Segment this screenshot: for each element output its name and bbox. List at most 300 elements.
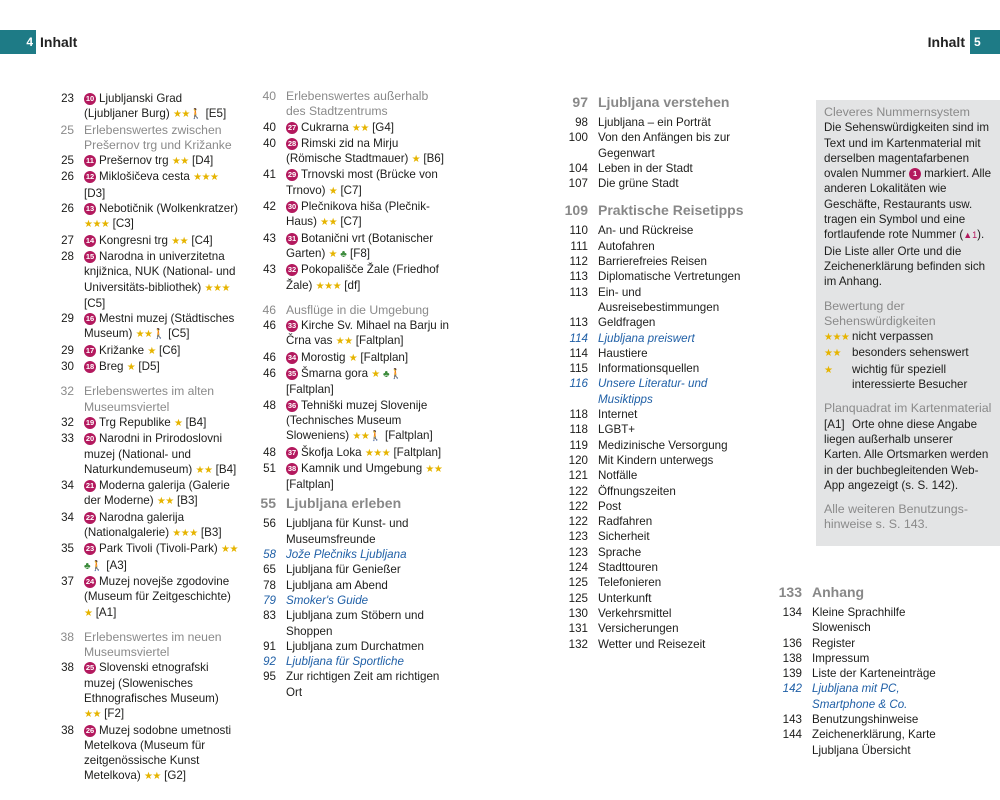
- entry-title: Ljubljana für Kunst- und Museumsfreunde: [286, 517, 409, 546]
- toc-entry: [46, 233, 238, 249]
- toc-entry: [46, 343, 238, 359]
- entry-text: [598, 285, 754, 316]
- toc-entry: [558, 621, 754, 636]
- page-number: 56: [263, 517, 276, 531]
- entry-text: [598, 606, 754, 621]
- entry-text: [84, 233, 238, 249]
- entry-title: Plečnikova hiša (Plečnik-Haus): [286, 200, 430, 229]
- toc-entry: [250, 318, 450, 350]
- toc-entry: [558, 407, 754, 422]
- page-number: 40: [263, 136, 276, 150]
- page-number: 139: [782, 667, 802, 681]
- entry-text: [286, 494, 450, 512]
- rating-label: besonders sehenswert: [852, 346, 969, 360]
- map-grid-ref: [D3]: [84, 186, 106, 200]
- map-grid-ref: [B4]: [212, 462, 237, 476]
- entry-title: Internet: [598, 408, 638, 422]
- toc-entry: [250, 398, 450, 445]
- entry-title: Stadttouren: [598, 561, 658, 575]
- entry-text: [84, 431, 238, 478]
- toc-entry: [766, 651, 966, 666]
- sight-marker-icon: 11: [84, 155, 96, 167]
- page-number: 34: [61, 510, 74, 524]
- child-friendly-icon: 🚶: [189, 109, 203, 121]
- right-page-number-tab: 5: [970, 30, 1000, 54]
- toc-entry: [46, 431, 238, 478]
- entry-title: Kleine Sprachhilfe Slowenisch: [812, 606, 906, 635]
- toc-entry: [250, 608, 450, 639]
- entry-title: Smoker's Guide: [286, 593, 369, 607]
- entry-title: Mestni muzej (Städtisches Museum): [84, 312, 235, 341]
- entry-title: Tehniški muzej Slovenije (Technisches Museum Sloweniens): [286, 398, 428, 443]
- entry-text: [84, 510, 238, 542]
- child-friendly-icon: 🚶: [90, 560, 104, 572]
- toc-entry: [558, 115, 754, 130]
- toc-entry: [250, 167, 450, 199]
- entry-title: Ausflüge in die Umgebung: [286, 302, 429, 317]
- left-page-title: Inhalt: [40, 34, 78, 50]
- page-number: 109: [564, 202, 588, 219]
- entry-text: [84, 384, 238, 415]
- entry-title: Radfahren: [598, 515, 653, 529]
- entry-title: Ljubljana am Abend: [286, 578, 388, 592]
- two-stars-icon: ★★: [824, 348, 841, 360]
- toc-entry: [250, 562, 450, 577]
- page-number: 111: [570, 239, 588, 253]
- page-number: 65: [263, 563, 276, 577]
- rating-stars-icon: ★: [328, 185, 338, 197]
- entry-title: Liste der Karteneinträge: [812, 667, 936, 681]
- page-number: 25: [60, 122, 74, 137]
- entry-title: Muzej sodobne umetnosti Metelkova (Museum für zeitgenössische Kunst Metelkova): [84, 723, 232, 783]
- page-number: 29: [61, 312, 74, 326]
- page-number: 142: [782, 682, 802, 696]
- entry-title: Pokopališče Žale (Friedhof Žale): [286, 263, 439, 292]
- toc-entry: [250, 516, 450, 547]
- page-number: 116: [569, 377, 588, 391]
- child-friendly-icon: 🚶: [389, 369, 402, 381]
- toc-entry: [250, 639, 450, 654]
- sight-marker-icon: 16: [85, 314, 95, 324]
- map-grid-ref: [B6]: [420, 152, 444, 166]
- rating-stars-icon: ★★: [156, 496, 174, 508]
- entry-text: [598, 161, 754, 176]
- entry-title: Narodna galerija (Nationalgalerie): [84, 510, 185, 540]
- sight-marker-icon: 17: [85, 345, 95, 355]
- entry-text: [286, 654, 450, 669]
- entry-title: Sicherheit: [598, 530, 650, 544]
- map-grid-ref: [A1]: [92, 605, 117, 619]
- entry-text: [812, 666, 966, 681]
- page-number: 120: [568, 453, 588, 467]
- map-grid-ref: [E5]: [202, 107, 227, 121]
- entry-title: Ljubljana zum Stöbern und Shoppen: [286, 609, 424, 638]
- section-heading: [766, 583, 966, 601]
- sight-marker-icon: 25: [85, 663, 95, 673]
- page-number: 113: [569, 270, 588, 284]
- entry-title: Die grüne Stadt: [598, 177, 679, 191]
- entry-title: Ljubljana preiswert: [598, 331, 695, 345]
- toc-entry: [250, 136, 450, 168]
- rating-stars-icon: ★: [411, 154, 421, 166]
- page-number: 48: [263, 445, 276, 459]
- entry-title: Narodna in univerzitetna knjižnica, NUK (National- und Universitäts-bibliothek): [84, 249, 236, 294]
- toc-entry: [46, 169, 238, 201]
- page-number: 133: [778, 584, 802, 600]
- entry-title: Šmarna gora: [301, 367, 369, 381]
- page-number: 33: [61, 432, 74, 446]
- entry-text: [286, 516, 450, 547]
- entry-title: Ljubljana für Genießer: [286, 563, 401, 577]
- toc-entry: [250, 445, 450, 461]
- map-grid-ref: [D5]: [135, 360, 160, 374]
- left-page-header: [0, 30, 77, 54]
- entry-title: Telefonieren: [598, 576, 662, 590]
- entry-text: [812, 583, 966, 601]
- entry-title: Rimski zid na Mirju (Römische Stadtmauer): [286, 136, 409, 166]
- page-number: 115: [569, 362, 588, 376]
- map-grid-ref: [F2]: [100, 707, 125, 721]
- toc-entry: [558, 422, 754, 437]
- toc-entry: [558, 285, 754, 316]
- toc-entry: [46, 359, 238, 375]
- rating-stars-icon: ★★: [171, 235, 189, 247]
- entry-title: Botanični vrt (Botanischer Garten): [286, 231, 434, 260]
- entry-text: [598, 176, 754, 191]
- entry-text: [598, 407, 754, 422]
- one-star-icon: ★: [824, 364, 833, 376]
- toc-entry: [46, 478, 238, 510]
- page-number: 107: [568, 177, 588, 191]
- rating-stars-icon: ★★: [135, 329, 153, 341]
- page-number: 51: [263, 461, 276, 475]
- toc-entry: [46, 201, 238, 233]
- entry-text: [598, 361, 754, 376]
- sight-marker-icon: 18: [85, 362, 95, 372]
- entry-text: [812, 681, 966, 712]
- rating-stars-icon: ★: [371, 369, 380, 381]
- page-number: 125: [568, 576, 588, 590]
- page-number: 46: [262, 302, 276, 317]
- entry-title: Öffnungszeiten: [598, 484, 676, 498]
- entry-title: Sprache: [598, 545, 642, 559]
- map-grid-ref: [B4]: [182, 415, 207, 429]
- toc-entry: [558, 591, 754, 606]
- page-number: 37: [61, 574, 74, 588]
- box-text-part: Die Sehenswürdigkeiten sind im Text und im Kartenmaterial mit derselben magentafarbenen ovalen Nummer: [824, 121, 989, 181]
- entry-text: [286, 318, 450, 350]
- feature-entry: [558, 331, 754, 346]
- entry-title: Moderna galerija (Galerie der Moderne): [84, 479, 230, 508]
- entry-text: [598, 575, 754, 590]
- rating-stars-icon: ★★: [425, 463, 443, 475]
- page-number: 143: [782, 713, 802, 727]
- rating-stars-icon: ★: [147, 345, 156, 357]
- info-sidebar-box: [816, 100, 1000, 546]
- child-friendly-icon: 🚶: [152, 329, 165, 341]
- map-grid-ref: [Faltplan]: [357, 350, 409, 364]
- entry-title: Medizinische Versorgung: [598, 438, 728, 452]
- sight-marker-icon: 24: [85, 576, 95, 586]
- entry-text: [598, 346, 754, 361]
- nature-icon: ♣: [84, 560, 91, 572]
- entry-text: [286, 593, 450, 608]
- entry-title: Trg Republike: [99, 415, 171, 429]
- entry-text: [598, 545, 754, 560]
- entry-text: [286, 120, 450, 136]
- entry-title: Erlebenswertes außerhalb des Stadtzentrums: [286, 89, 429, 119]
- page-number: 118: [569, 423, 588, 437]
- page-number: 122: [568, 499, 588, 513]
- toc-column-3: [558, 91, 754, 652]
- page-number: 43: [263, 263, 276, 277]
- map-grid-ref: [Faltplan]: [352, 334, 404, 348]
- page-number: 97: [572, 94, 588, 110]
- three-stars-icon: ★★★: [824, 332, 850, 344]
- page-number: 38: [61, 661, 74, 675]
- page-number: 118: [569, 408, 588, 422]
- page-number: 29: [61, 343, 74, 357]
- entry-title: Križanke: [99, 343, 145, 357]
- entry-text: [598, 560, 754, 575]
- nature-icon: ♣: [382, 369, 390, 381]
- map-grid-ref: [Faltplan]: [390, 445, 442, 459]
- entry-title: Cukrarna: [301, 120, 349, 134]
- page-number: 122: [568, 515, 588, 529]
- entry-title: Jože Plečniks Ljubljana: [286, 548, 407, 562]
- box-heading-rating: Bewertung der Sehenswürdigkeiten: [824, 298, 936, 328]
- rating-stars-icon: ★★★: [315, 280, 342, 292]
- entry-text: [598, 239, 754, 254]
- toc-column-2: [250, 89, 450, 700]
- feature-entry: [250, 654, 450, 669]
- entry-title: Praktische Reisetipps: [598, 202, 744, 219]
- page-number: 104: [568, 161, 588, 175]
- page-number: 131: [568, 622, 588, 636]
- entry-text: [286, 199, 450, 231]
- entry-text: [286, 303, 450, 318]
- entry-title: Muzej novejše zgodovine (Museum für Zeitgeschichte): [84, 574, 231, 604]
- toc-entry: [766, 727, 966, 758]
- page-number: 83: [263, 609, 276, 623]
- map-grid-ref: [F8]: [346, 246, 371, 260]
- entry-title: Von den Anfängen bis zur Gegenwart: [598, 131, 731, 160]
- sight-marker-icon: 10: [85, 94, 95, 103]
- toc-entry: [766, 712, 966, 727]
- entry-title: Ljubljana mit PC, Smartphone & Co.: [812, 682, 908, 711]
- entry-title: Diplomatische Vertretungen: [598, 270, 741, 284]
- rating-stars-icon: ★★: [143, 771, 161, 783]
- entry-title: Narodni in Prirodoslovni muzej (National- und Naturkundemuseum): [84, 432, 223, 476]
- sight-marker-icon: 35: [287, 369, 297, 379]
- rating-stars-icon: ★★: [351, 122, 369, 134]
- map-grid-ref: [Faltplan]: [381, 429, 433, 443]
- rating-stars-icon: ★★★: [204, 282, 230, 294]
- entry-title: Trnovski most (Brücke von Trnovo): [286, 168, 438, 197]
- toc-entry: [558, 484, 754, 499]
- entry-text: [812, 636, 966, 651]
- entry-title: Ljubljana – ein Porträt: [598, 116, 711, 129]
- box-heading-numbering: Cleveres Nummernsystem: [824, 105, 970, 119]
- page-number: 114: [569, 331, 588, 345]
- entry-text: [286, 578, 450, 593]
- toc-entry: [250, 366, 450, 398]
- entry-title: Zur richtigen Zeit am richtigen Ort: [286, 670, 440, 699]
- rating-stars-icon: ★: [84, 607, 93, 619]
- entry-text: [84, 311, 238, 343]
- entry-title: Unsere Literatur- und Musiktipps: [598, 377, 708, 406]
- page-number: 114: [569, 346, 588, 360]
- sight-marker-icon: 37: [287, 447, 297, 457]
- entry-title: Morostig: [301, 350, 346, 364]
- page-number: 130: [568, 606, 588, 620]
- toc-entry: [558, 529, 754, 544]
- entry-text: [84, 91, 238, 123]
- toc-entry: [46, 153, 238, 169]
- entry-text: [598, 529, 754, 544]
- map-grid-ref: [B3]: [197, 526, 222, 540]
- entry-text: [84, 249, 238, 311]
- entry-text: [598, 269, 754, 284]
- entry-title: Geldfragen: [598, 316, 656, 330]
- map-grid-ref: [C5]: [84, 296, 106, 310]
- page-number: 38: [60, 629, 74, 644]
- page-number: 113: [569, 285, 588, 299]
- section-heading: [558, 93, 754, 111]
- entry-title: Anhang: [812, 584, 865, 600]
- sight-marker-icon: 14: [85, 235, 95, 245]
- entry-text: [598, 130, 754, 161]
- rating-stars-icon: ★: [348, 352, 358, 364]
- toc-entry: [558, 468, 754, 483]
- entry-title: Benutzungshinweise: [812, 713, 919, 727]
- page-number: 40: [263, 120, 276, 134]
- toc-entry: [558, 361, 754, 376]
- entry-text: [598, 93, 754, 111]
- page-number: 46: [263, 367, 276, 381]
- magenta-marker-icon: 1: [909, 168, 921, 180]
- box-heading-grid: Planquadrat im Kartenmaterial: [824, 401, 992, 416]
- page-number: 95: [263, 670, 276, 684]
- entry-text: [812, 605, 966, 636]
- entry-text: [84, 169, 238, 201]
- sight-marker-icon: 30: [287, 202, 297, 212]
- page-number: 38: [61, 723, 74, 737]
- entry-text: [286, 445, 450, 461]
- entry-text: [84, 343, 238, 359]
- entry-title: Impressum: [812, 651, 870, 665]
- section-heading: [558, 201, 754, 219]
- toc-entry: [46, 510, 238, 542]
- page-number: 28: [61, 249, 74, 263]
- toc-entry: [46, 541, 238, 574]
- entry-title: Post: [598, 499, 622, 513]
- rating-row-2: [824, 345, 992, 361]
- entry-text: [286, 167, 450, 199]
- page-number: 40: [262, 89, 276, 103]
- toc-entry: [46, 723, 238, 785]
- entry-text: [286, 562, 450, 577]
- toc-entry: [766, 605, 966, 636]
- page-number: 55: [260, 495, 276, 512]
- subsection-heading: [46, 123, 238, 154]
- page-number: 46: [263, 350, 276, 364]
- subsection-heading: [46, 384, 238, 415]
- entry-title: Ljubljana zum Durchatmen: [286, 639, 424, 653]
- entry-text: [598, 591, 754, 606]
- sight-marker-icon: 33: [287, 321, 297, 331]
- rating-stars-icon: ★★★: [193, 172, 219, 184]
- entry-text: [598, 499, 754, 514]
- entry-title: Ljubljana für Sportliche: [286, 655, 404, 669]
- entry-title: Verkehrsmittel: [598, 606, 672, 620]
- page-number: 26: [61, 170, 74, 184]
- entry-text: [812, 651, 966, 666]
- map-grid-ref: [C6]: [155, 343, 181, 357]
- rating-stars-icon: ★★: [172, 109, 190, 121]
- toc-entry: [766, 636, 966, 651]
- sight-marker-icon: 19: [85, 417, 95, 427]
- entry-text: [598, 254, 754, 269]
- section-heading: [250, 494, 450, 512]
- rating-row-1: [824, 362, 992, 393]
- sight-marker-icon: 13: [85, 204, 95, 214]
- entry-title: Škofja Loka: [301, 445, 362, 459]
- entry-text: [286, 461, 450, 493]
- entry-text: [598, 453, 754, 468]
- map-grid-ref: [Faltplan]: [286, 383, 334, 397]
- entry-text: [84, 123, 238, 154]
- toc-entry: [558, 346, 754, 361]
- page-number: 138: [782, 651, 802, 665]
- toc-entry: [558, 499, 754, 514]
- page-number: 100: [568, 131, 588, 145]
- page-number: 30: [61, 360, 74, 374]
- rating-stars-icon: ★★★: [172, 528, 198, 540]
- page-number: 32: [60, 384, 74, 399]
- entry-text: [598, 484, 754, 499]
- page-number: 48: [263, 398, 276, 412]
- page-number: 92: [263, 655, 276, 669]
- toc-entry: [46, 311, 238, 343]
- page-number: 91: [263, 639, 276, 653]
- map-grid-ref: [C7]: [337, 183, 362, 197]
- sight-marker-icon: 12: [85, 172, 95, 182]
- page-number: 35: [61, 542, 74, 556]
- right-page-header: [928, 30, 1000, 54]
- rating-stars-icon: ★★★: [84, 219, 110, 231]
- page-number: 26: [61, 202, 74, 216]
- entry-title: Versicherungen: [598, 622, 679, 636]
- rating-label: nicht verpassen: [852, 330, 934, 344]
- subsection-heading: [250, 89, 450, 120]
- map-grid-ref: [G4]: [368, 120, 394, 134]
- entry-text: [84, 153, 238, 169]
- page-number: 34: [61, 479, 74, 493]
- entry-text: [598, 331, 754, 346]
- feature-entry: [558, 376, 754, 407]
- map-grid-ref: [C3]: [109, 217, 134, 231]
- feature-entry: [250, 593, 450, 608]
- page-number: 136: [782, 636, 802, 650]
- entry-title: Register: [812, 636, 856, 650]
- entry-title: Erlebenswertes im alten Museumsviertel: [84, 384, 215, 414]
- nature-icon: ♣: [340, 248, 347, 260]
- subsection-heading: [46, 630, 238, 661]
- sight-marker-icon: 20: [85, 434, 95, 444]
- toc-entry: [558, 315, 754, 330]
- map-grid-ref: [B3]: [173, 494, 198, 508]
